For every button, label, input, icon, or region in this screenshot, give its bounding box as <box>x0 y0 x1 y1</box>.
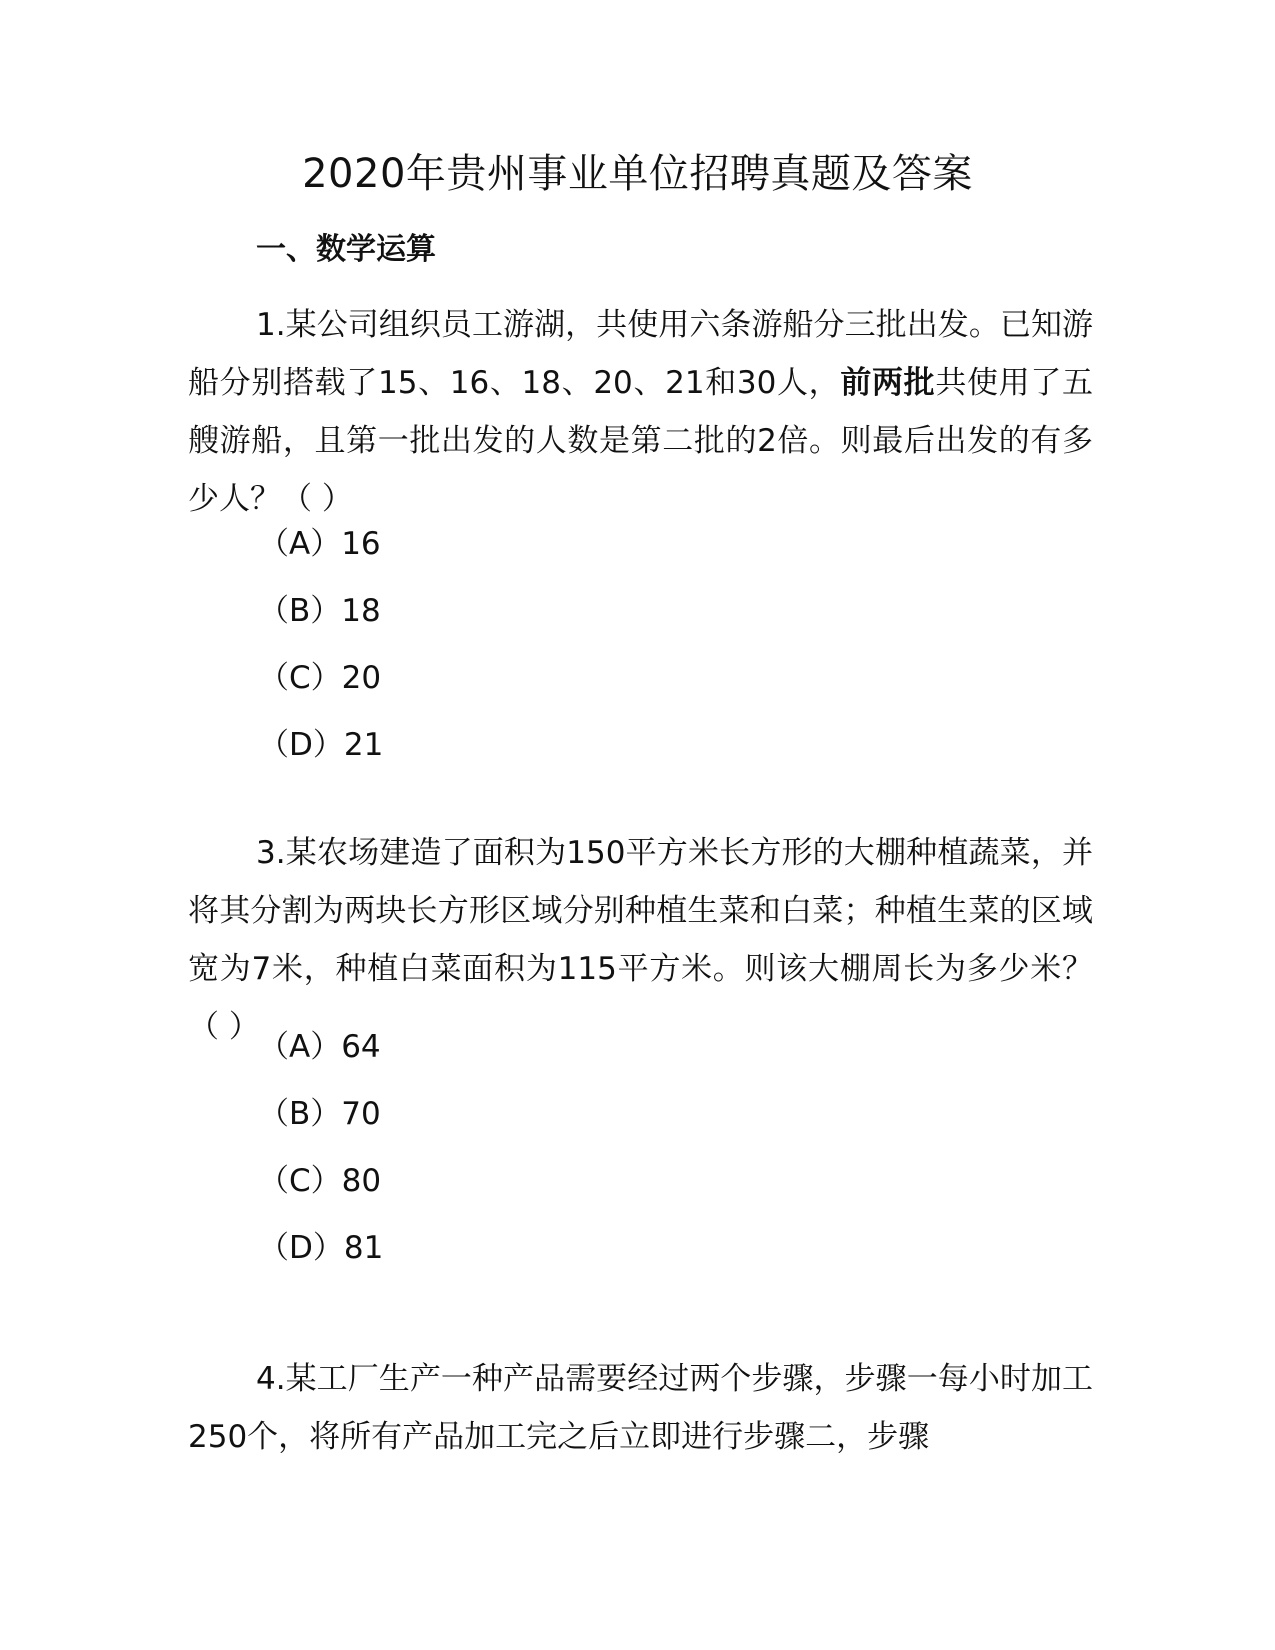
question-3-option-d: （D）81 <box>258 1230 384 1266</box>
question-3: 3.某农场建造了面积为150平方米长方形的大棚种植蔬菜，并将其分割为两块长方形区域分别种植生菜和白菜；种植生菜的区域宽为7米，种植白菜面积为115平方米。则该大棚周长为多少米？（ ） <box>188 835 1093 1045</box>
page-title: 2020年贵州事业单位招聘真题及答案 <box>302 151 973 197</box>
question-1-text-a: 1.某公司组织员工游湖，共使用六条游船分三批出发。已知游船分别搭载了15、16、18、20、21和30人， <box>188 307 1093 401</box>
question-3-option-c: （C）80 <box>258 1163 382 1199</box>
question-1-option-d: （D）21 <box>258 727 384 763</box>
question-1-text-b: 共使用了五艘游船，且第一批出发的人数是第二批的2倍。则最后出发的有多少人？（ ） <box>188 365 1093 517</box>
question-1-text-bold: 前两批 <box>840 365 936 401</box>
question-4: 4.某工厂生产一种产品需要经过两个步骤，步骤一每小时加工250个，将所有产品加工完之后立即进行步骤二，步骤 <box>188 1361 1093 1455</box>
question-1-option-a: （A）16 <box>258 526 381 562</box>
question-1-option-c: （C）20 <box>258 660 382 696</box>
question-1-option-b: （B）18 <box>258 593 381 629</box>
question-3-option-b: （B）70 <box>258 1096 381 1132</box>
question-3-option-a: （A）64 <box>258 1029 381 1065</box>
question-1 <box>188 296 1093 528</box>
section-heading: 一、数学运算 <box>256 232 436 267</box>
